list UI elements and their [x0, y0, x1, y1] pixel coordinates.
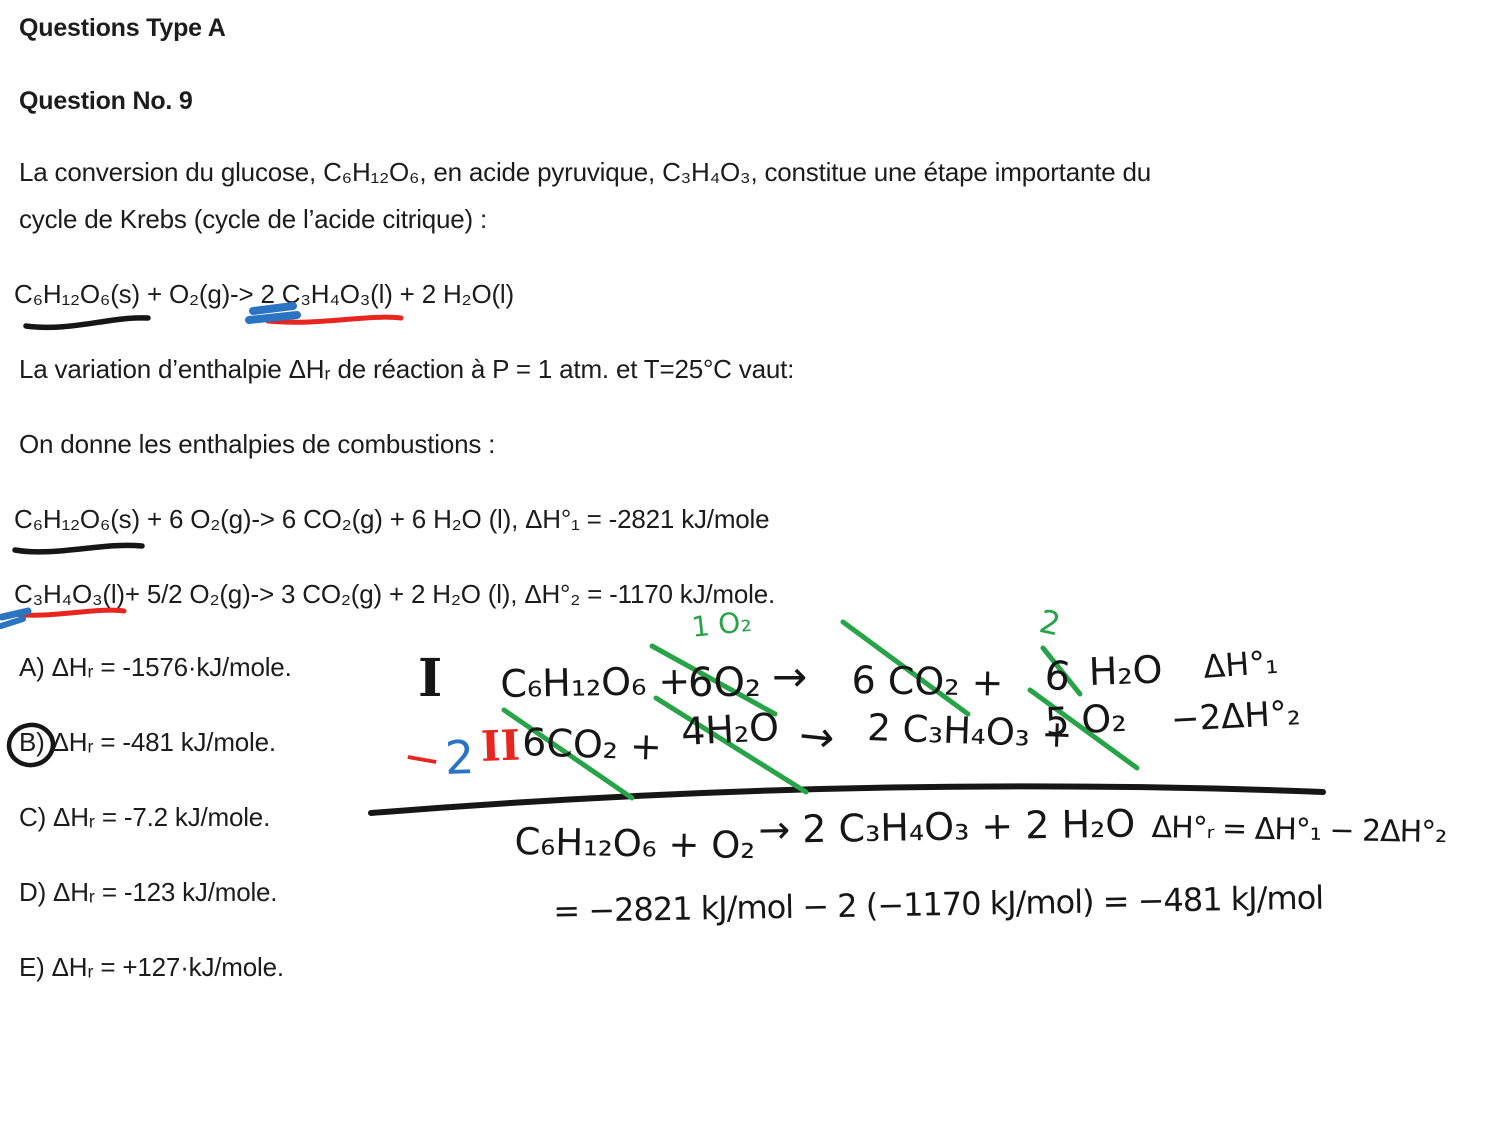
red-underline-pyruvic-combustion2 — [14, 610, 124, 615]
blue-mark-coefficient-2-bottom — [249, 315, 297, 320]
hw-row1-reactant1: C₆H₁₂O₆ + — [500, 658, 691, 706]
combustion-equation-2: C₃H₄O₃(l)+ 5/2 O₂(g)-> 3 CO₂(g) + 2 H₂O (l), ΔH°₂ = -1170 kJ/mole. — [14, 579, 775, 609]
hw-row1-coef-crossed: 6O₂ — [688, 660, 761, 706]
hw-row2-minus: − — [398, 728, 446, 788]
hw-row3-lhs: C₆H₁₂O₆ + O₂ — [514, 820, 756, 868]
hw-row1-product2: H₂O — [1088, 647, 1164, 694]
hw-row2-reactant1: 6CO₂ + — [521, 720, 663, 769]
answer-option-b: B) ΔHᵣ = -481 kJ/mole. — [19, 727, 276, 757]
hw-row1-arrow: → — [772, 652, 808, 701]
blue-mark-combustion2-top — [2, 611, 28, 617]
red-underline-pyruvic-main-equation — [268, 317, 401, 322]
hw-row1-product1: 6 CO₂ + — [851, 658, 1004, 705]
answer-option-d: D) ΔHᵣ = -123 kJ/mole. — [19, 877, 278, 907]
hw-row2-product1: 2 C₃H₄O₃ + — [866, 706, 1074, 757]
hw-row2-delta-h2: −2ΔH°₂ — [1170, 693, 1302, 740]
combustion-equation-1: C₆H₁₂O₆(s) + 6 O₂(g)-> 6 CO₂(g) + 6 H₂O (l), ΔH°₁ = -2821 kJ/mole — [14, 504, 770, 534]
main-equation: C₆H₁₂O₆(s) + O₂(g)-> 2 C₃H₄O₃(l) + 2 H₂O(l) — [14, 279, 514, 309]
hw-row4-calculation: = −2821 kJ/mol − 2 (−1170 kJ/mol) = −481 kJ/mol — [553, 878, 1324, 930]
hw-row1-coef2-crossed: 6 — [1041, 652, 1074, 702]
answer-option-c: C) ΔHᵣ = -7.2 kJ/mole. — [19, 802, 271, 832]
question-title: Question No. 9 — [19, 87, 193, 115]
hw-roman-numeral-1: I — [418, 648, 443, 709]
hw-row1-coef2-corrected: 2 — [1036, 602, 1064, 644]
answer-option-e: E) ΔHᵣ = +127·kJ/mole. — [19, 952, 284, 982]
hw-roman-numeral-2: II — [480, 720, 521, 771]
hw-row2-product2: 5 O₂ — [1044, 695, 1128, 744]
hw-row2-reactant2: 4H₂O — [680, 704, 781, 754]
hw-row2-arrow: → — [796, 710, 838, 763]
hw-row1-delta-h1: ΔH°₁ — [1202, 642, 1280, 686]
answer-option-a: A) ΔHᵣ = -1576·kJ/mole. — [19, 652, 292, 682]
hw-row1-coef-corrected: 1 O₂ — [690, 604, 754, 644]
blue-mark-combustion2-bottom — [1, 619, 23, 626]
hw-row3-rhs: → 2 C₃H₄O₃ + 2 H₂O — [758, 801, 1136, 852]
section-title: Questions Type A — [19, 14, 226, 42]
intro-line-1: La conversion du glucose, C₆H₁₂O₆, en acide pyruvique, C₃H₄O₃, constitue une étape importante du — [19, 157, 1152, 187]
underline-glucose-main-equation — [26, 318, 148, 328]
enthalpy-sentence: La variation d’enthalpie ΔHᵣ de réaction à P = 1 atm. et T=25°C vaut: — [19, 354, 795, 384]
hw-row3-delta-hr: ΔH°ᵣ = ΔH°₁ − 2ΔH°₂ — [1151, 810, 1447, 851]
underline-glucose-combustion1 — [15, 545, 142, 552]
intro-line-2: cycle de Krebs (cycle de l’acide citrique) : — [19, 204, 488, 234]
given-sentence: On donne les enthalpies de combustions : — [19, 429, 496, 459]
hw-row2-factor-2: 2 — [444, 729, 476, 785]
